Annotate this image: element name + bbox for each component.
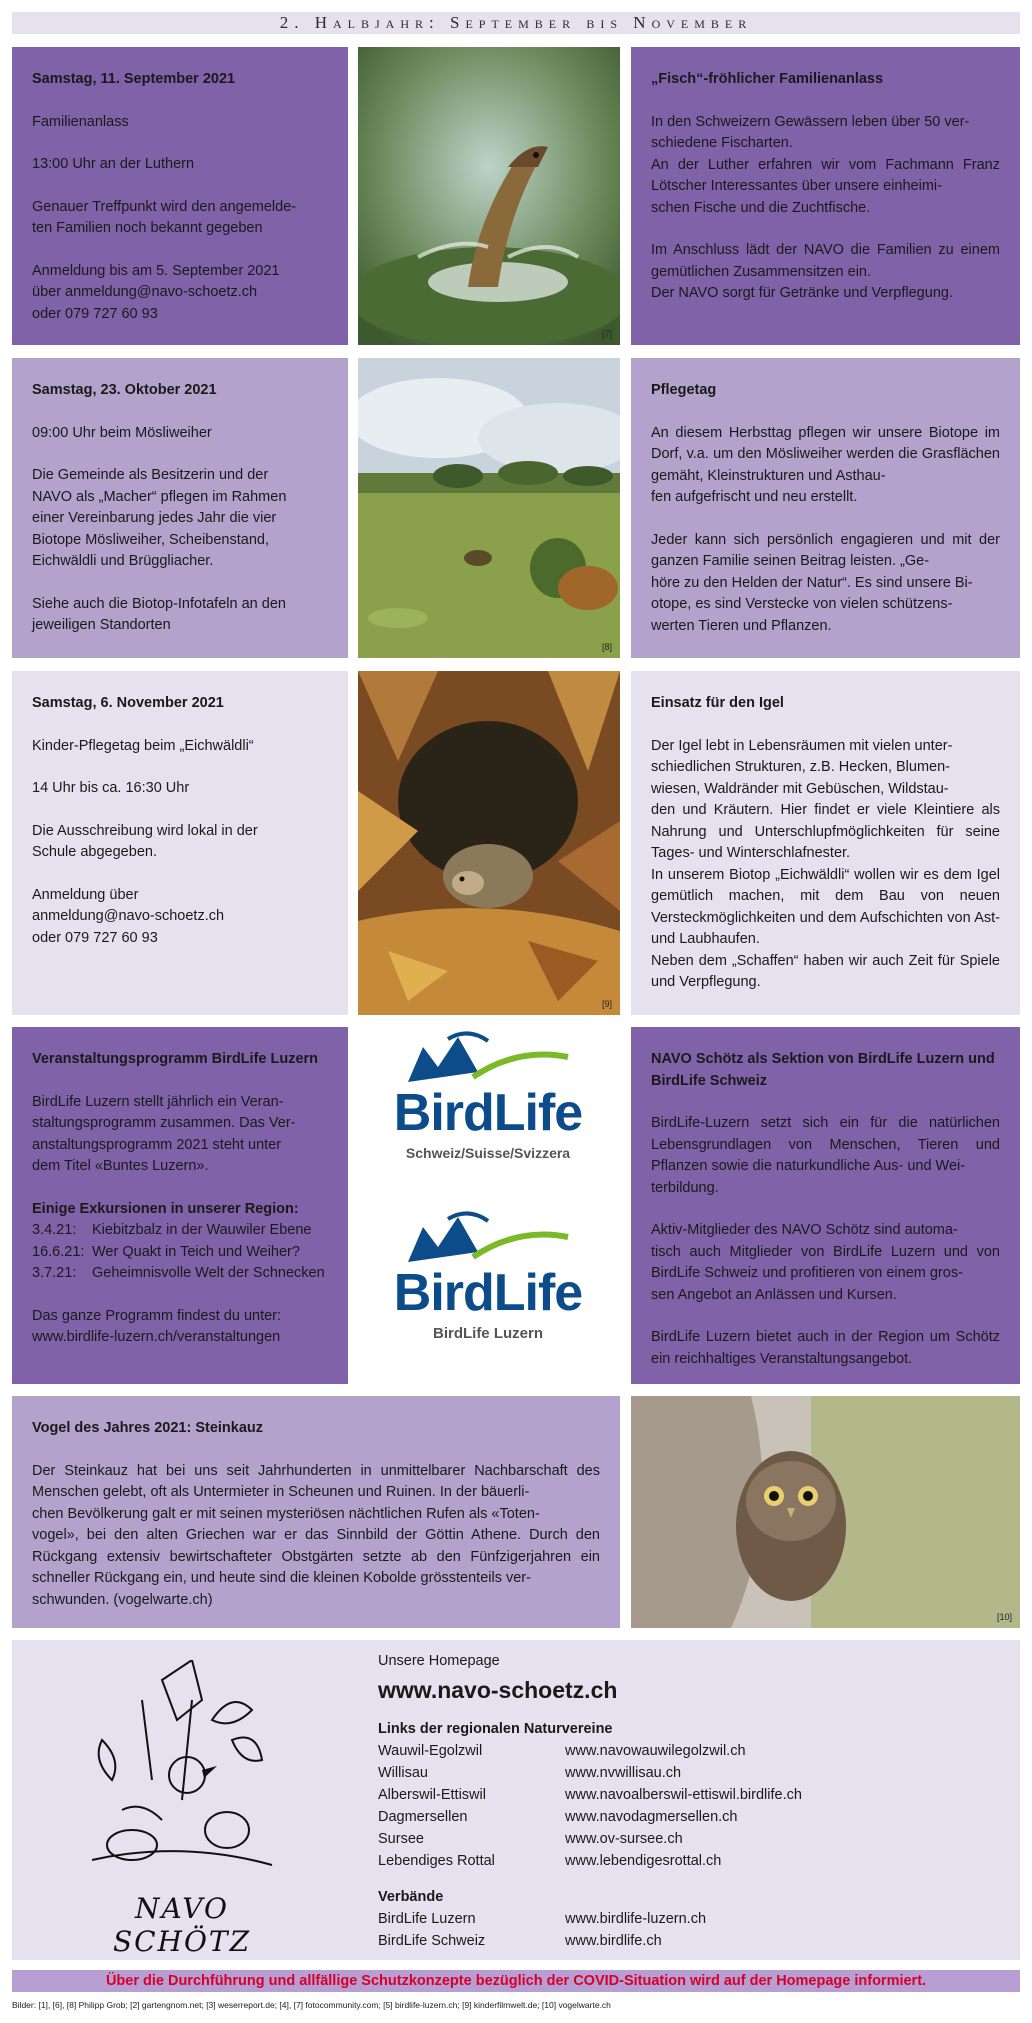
association-link-row[interactable]: BirdLife Schweiz www.birdlife.ch	[378, 1933, 662, 1949]
event-time: 14 Uhr bis ca. 16:30 Uhr	[32, 780, 190, 796]
event-time: 13:00 Uhr an der Luthern	[32, 156, 195, 172]
regional-link-row[interactable]: Willisau www.nvwillisau.ch	[378, 1765, 682, 1781]
regional-link-row[interactable]: Alberswil-Ettiswil www.navoalberswil-ettiswil.birdlife.ch	[378, 1787, 802, 1803]
logo-subtitle: Schweiz/Suisse/Svizzera	[405, 1145, 571, 1161]
event-date: Samstag, 11. September 2021	[32, 71, 236, 87]
regional-link-row[interactable]: Lebendiges Rottal www.lebendigesrottal.ch	[378, 1853, 722, 1869]
event-type: Familienanlass	[32, 113, 129, 130]
program-title: Veranstaltungsprogramm BirdLife Luzern	[32, 1051, 319, 1067]
event-description: Die Ausschreibung wird lokal in der Schule abgegeben.	[32, 822, 258, 860]
birdlife-logos	[358, 1027, 620, 1384]
associations-title: Verbände	[378, 1889, 444, 1905]
info-box-pflegetag	[631, 358, 1020, 658]
event-description: Die Gemeinde als Besitzerin und der NAVO als „Macher“ pflegen im Rahmen einer Vereinbarung jedes Jahr die vier Biotope Mösliweiher, Scheibenstand, Eichwäldli und Brüggliacher.	[32, 467, 287, 569]
excursion-item: 3.4.21: Kiebitzbalz in der Wauwiler Ebene	[32, 1222, 312, 1238]
regional-link-row[interactable]: Wauwil-Egolzwil www.navowauwilegolzwil.ch	[378, 1743, 746, 1759]
info-paragraph: An diesem Herbsttag pflegen wir unsere Biotope im Dorf, v.a. um den Mösliweiher werden die Grasflächen gemäht, Kleinstrukturen und Asthau- fen aufgefrischt und neu erstellt.	[651, 424, 1000, 505]
event-note: Siehe auch die Biotop-Infotafeln an den jeweiligen Standorten	[32, 595, 286, 633]
homepage-label: Unsere Homepage	[378, 1653, 500, 1669]
association-link-row[interactable]: BirdLife Luzern www.birdlife-luzern.ch	[378, 1911, 707, 1927]
navo-logo-text: NAVO SCHÖTZ	[112, 1892, 252, 1958]
info-paragraph: BirdLife-Luzern setzt sich ein für die natürlichen Lebensgrundlagen von Menschen, Tieren und Pflanzen sowie die naturkundliche Aus- und Wei- terbildung.	[651, 1115, 1000, 1196]
bird-of-year-text: Der Steinkauz hat bei uns seit Jahrhunderten in unmittelbarer Nachbarschaft des Menschen gelebt, oft als Untermieter in Scheunen und Ruinen. In der bäuerli- chen Bevölkerung galt er mit seinen mysteriösen nächtlichen Rufen als «Toten- vogel», bei den alten Griechen war er das Sinnbild der Göttin Athene. Durch den Rückgang extensiv bewirtschafteter Obstgärten setzte ab den Fünfzigerjahren ein schneller Rückgang ein, und heute sind die kleinen Kobolde grösstenteils ver- schwunden. (vogelwarte.ch)	[32, 1462, 600, 1608]
event-box-october	[12, 358, 348, 658]
info-box-igel	[631, 671, 1020, 1015]
excursion-item: 16.6.21: Wer Quakt in Teich und Weiher?	[32, 1243, 300, 1260]
navo-logo-drawing	[82, 1660, 282, 1890]
info-paragraph: In den Schweizern Gewässern leben über 50 ver- schiedene Fischarten. An der Luther erfahren wir vom Fachmann Franz Lötscher Interessantes über unsere einheimi- schen Fische und die Zuchtfische.	[651, 113, 1000, 216]
navo-logo	[82, 1660, 282, 1958]
links-section	[378, 1650, 998, 1952]
program-description: BirdLife Luzern stellt jährlich ein Veran- staltungsprogramm zusammen. Das Ver- anstaltungsprogramm 2021 steht unter dem Titel «Buntes Luzern».	[32, 1093, 296, 1174]
covid-notice: Über die Durchführung und allfällige Schutzkonzepte bezüglich der COVID-Situation wird auf der Homepage informiert.	[12, 1970, 1020, 1992]
info-box-fish	[631, 47, 1020, 345]
logo-wordmark: BirdLife	[393, 1264, 583, 1322]
excursions-title: Einige Exkursionen in unserer Region:	[32, 1200, 299, 1217]
regional-links-title: Links der regionalen Naturvereine	[378, 1721, 613, 1737]
regional-link-row[interactable]: Sursee www.ov-sursee.ch	[378, 1831, 683, 1847]
owl-photo	[631, 1396, 1020, 1628]
bird-of-year-box	[12, 1396, 620, 1628]
hedgehog-photo	[358, 671, 620, 1015]
event-box-november	[12, 671, 348, 1015]
logo-wordmark: BirdLife	[393, 1084, 583, 1142]
event-box-september	[12, 47, 348, 345]
photo-credit: [9]	[601, 999, 612, 1009]
event-date: Samstag, 23. Oktober 2021	[32, 382, 217, 398]
event-date: Samstag, 6. November 2021	[32, 695, 224, 711]
program-link[interactable]: Das ganze Programm findest du unter: www.birdlife-luzern.ch/veranstaltungen	[32, 1307, 282, 1345]
regional-link-row[interactable]: Dagmersellen www.navodagmersellen.ch	[378, 1809, 738, 1825]
info-title: „Fisch“-fröhlicher Familienanlass	[651, 71, 884, 87]
info-paragraph: Aktiv-Mitglieder des NAVO Schötz sind automa- tisch auch Mitglieder von BirdLife Luzern und von BirdLife Schweiz und profitieren von einem gros- sen Angebot an Anlässen und Kursen.	[651, 1222, 1000, 1303]
info-paragraph: Jeder kann sich persönlich engagieren und mit der ganzen Familie seinen Beitrag leisten. „Ge- höre zu den Helden der Natur“. Es sind unsere Bi- otope, es sind Verstecke von vielen schützens- werten Tieren und Pflanzen.	[651, 531, 1000, 634]
excursion-item: 3.7.21: Geheimnisvolle Welt der Schnecken	[32, 1265, 325, 1281]
info-title: NAVO Schötz als Sektion von BirdLife Luzern und BirdLife Schweiz	[651, 1051, 995, 1089]
event-registration: Anmeldung über anmeldung@navo-schoetz.ch oder 079 727 60 93	[32, 886, 225, 946]
photo-credit: [8]	[601, 642, 612, 652]
event-time: 09:00 Uhr beim Mösliweiher	[32, 424, 212, 441]
meadow-photo	[358, 358, 620, 658]
birdlife-schweiz-logo	[378, 1027, 598, 1177]
info-title: Einsatz für den Igel	[651, 695, 784, 711]
birdlife-luzern-logo	[378, 1207, 598, 1357]
event-meeting: Genauer Treffpunkt wird den angemelde- ten Familien noch bekannt gegeben	[32, 198, 297, 236]
bird-of-year-title: Vogel des Jahres 2021: Steinkauz	[32, 1420, 264, 1436]
footer-links-box	[12, 1640, 1020, 1960]
event-name: Kinder-Pflegetag beim „Eichwäldli“	[32, 737, 254, 754]
image-credits: Bilder: [1], [6], [8] Philipp Grob; [2] gartengnom.net; [3] weserreport.de; [4], [7] fotocommunity.com; [5] birdlife-luzern.ch; [9] kinderfilmwelt.de; [10] vogelwarte.ch	[12, 2000, 611, 2010]
info-paragraph: Der Igel lebt in Lebensräumen mit vielen unter- schiedlichen Strukturen, z.B. Hecken, Blumen- wiesen, Waldränder mit Gebüschen, Wildstau- den und Kräutern. Hier findet er viele Kleintiere als Nahrung und Unterschlupfmöglichkeiten für seine Tages- und Winterschlafnester. In unserem Biotop „Eichwäldli“ wollen wir es dem Igel gemütlich machen, mit dem Bau von neuen Versteckmöglichkeiten und dem Aufschichten von Ast- und Laubhaufen. Neben dem „Schaffen“ haben wir auch Zeit für Spiele und Verpflegung.	[651, 737, 1000, 990]
birdlife-program-box	[12, 1027, 348, 1384]
fish-photo	[358, 47, 620, 345]
event-registration: Anmeldung bis am 5. September 2021 über anmeldung@navo-schoetz.ch oder 079 727 60 93	[32, 262, 280, 322]
info-title: Pflegetag	[651, 382, 717, 398]
info-paragraph: BirdLife Luzern bietet auch in der Region um Schötz ein reichhaltiges Veranstaltungsangebot.	[651, 1329, 1000, 1367]
info-paragraph: Im Anschluss lädt der NAVO die Familien zu einem gemütlichen Zusammensitzen ein. Der NAVO sorgt für Getränke und Verpflegung.	[651, 242, 1000, 301]
homepage-link[interactable]: www.navo-schoetz.ch	[378, 1677, 618, 1703]
navo-section-box	[631, 1027, 1020, 1384]
section-header: 2. Halbjahr: September bis November	[12, 12, 1020, 34]
photo-credit: [10]	[996, 1612, 1012, 1622]
photo-credit: [7]	[601, 329, 612, 339]
logo-subtitle: BirdLife Luzern	[432, 1325, 543, 1342]
